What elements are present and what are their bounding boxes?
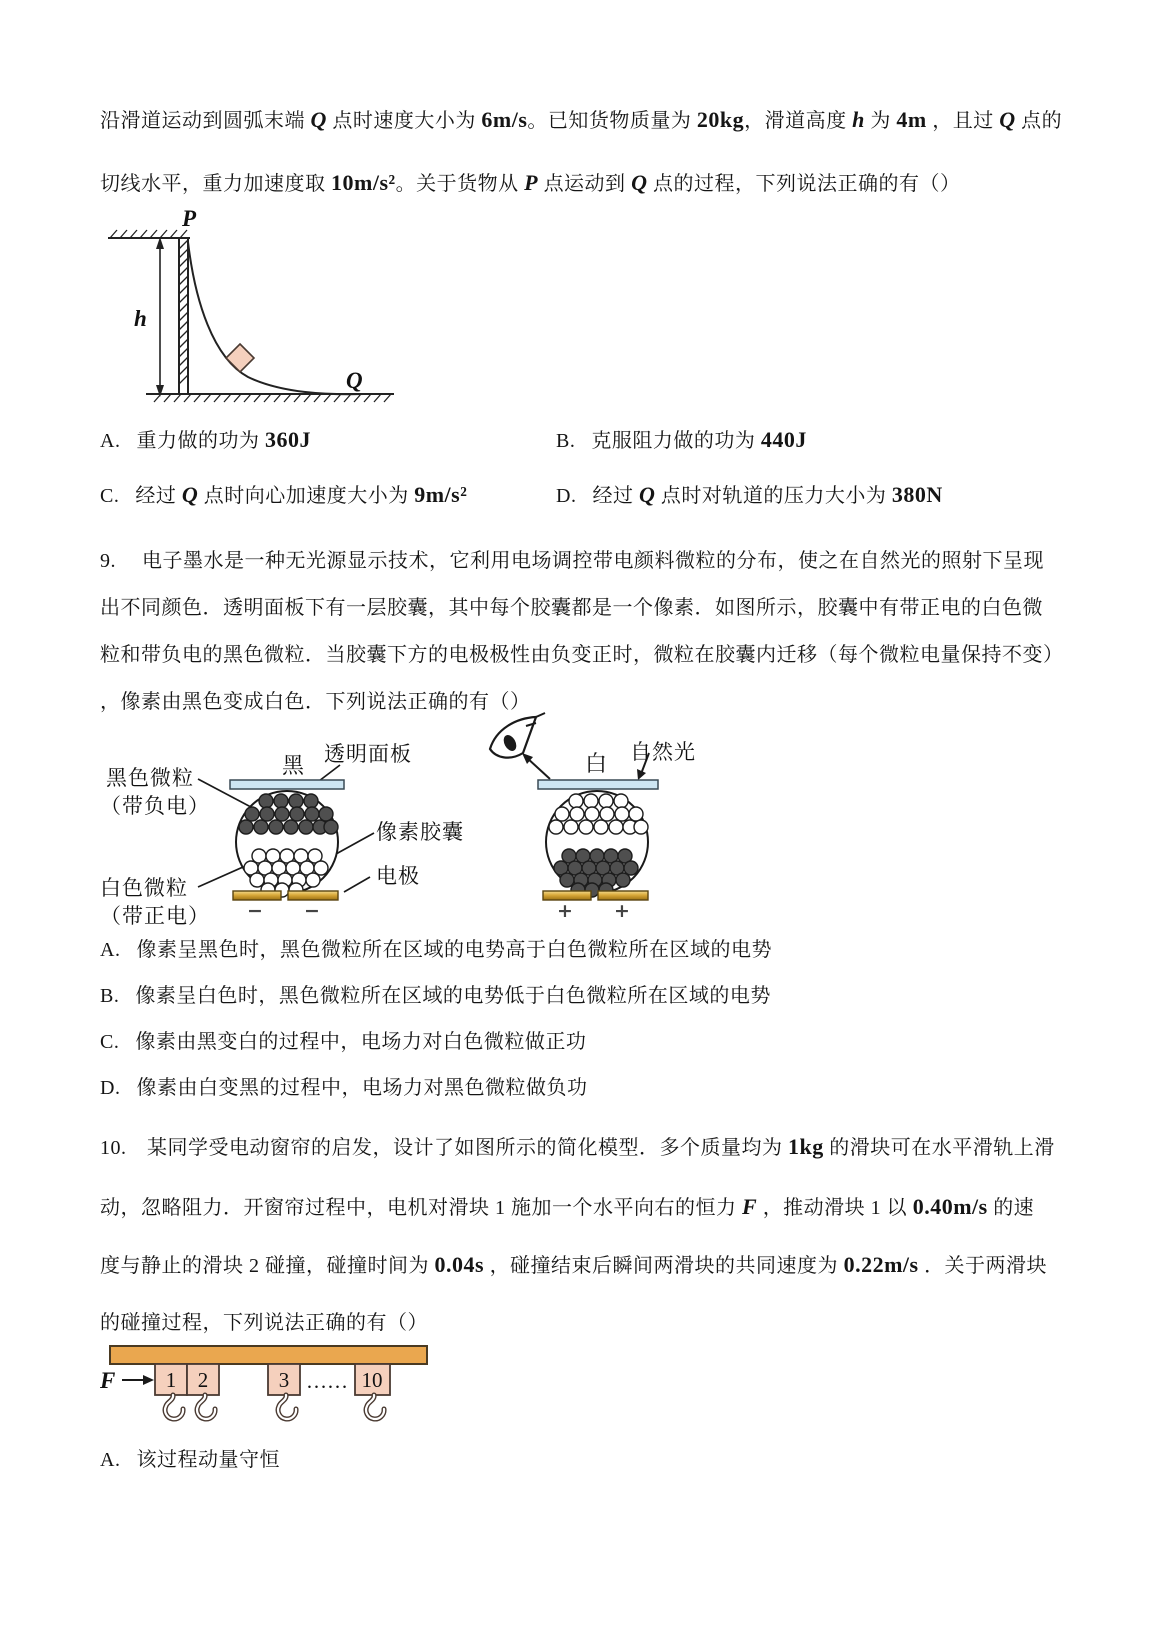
curtain-rail (110, 1346, 427, 1364)
hook-icon (278, 1395, 296, 1419)
slider-figure (98, 1342, 443, 1440)
q8-option-c (100, 479, 556, 508)
transparent-panel-left (230, 780, 344, 789)
q8-intro-line-2: 切线水平，重力加速度取 10m/s²。关于货物从 P 点运动到 Q 点的过程，下列说法正确的有（） (100, 170, 961, 195)
block-number-1: 1 (165, 1368, 177, 1392)
q10-option-a (100, 1448, 280, 1472)
q9-line-2: 出不同颜色．透明面板下有一层胶囊，其中每个胶囊都是一个像素．如图所示，胶囊中有带正电的白色微 (100, 597, 1043, 619)
force-arrow (122, 1375, 154, 1385)
option-text: 像素由黑变白的过程中，电场力对白色微粒做正功 (135, 1031, 587, 1053)
ground-hatching (154, 394, 391, 402)
reflected-light-arrow (522, 753, 550, 779)
option-text: 像素呈黑色时，黑色微粒所在区域的电势高于白色微粒所在区域的电势 (136, 939, 772, 961)
capsule-label: 像素胶囊 (376, 820, 464, 844)
q9-options (100, 938, 772, 1122)
q9-line-1: 9. 电子墨水是一种无光源显示技术，它利用电场调控带电颜料微粒的分布，使之在自然光的照射下呈现 (100, 550, 1044, 572)
option-text: 像素由白变黑的过程中，电场力对黑色微粒做负功 (136, 1077, 588, 1099)
option-label: C. (100, 485, 120, 507)
black-particles (554, 849, 638, 897)
natural-light-label: 自然光 (630, 740, 696, 764)
block-on-slide (226, 344, 254, 372)
ellipsis-dots: …… (306, 1369, 348, 1393)
option-label: C. (100, 1031, 120, 1053)
point-p-label: P (182, 206, 197, 231)
hook-icon (197, 1395, 215, 1419)
q9-option-b (100, 984, 772, 1008)
q10-line-4: 的碰撞过程，下列说法正确的有（） (100, 1312, 428, 1334)
minus-sign: − (247, 900, 263, 922)
q8-option-d (556, 479, 1058, 508)
q9-option-a (100, 938, 772, 962)
panel-label: 透明面板 (324, 742, 412, 766)
white-particle-label: 白色微粒 (100, 876, 188, 900)
black-particle-charge: （带负电） (100, 794, 210, 818)
option-label: D. (556, 485, 577, 507)
force-f-label: F (100, 1368, 116, 1393)
slide-curve (188, 242, 364, 394)
plus-sign: + (557, 900, 573, 922)
option-text: 像素呈白色时，黑色微粒所在区域的电势低于白色微粒所在区域的电势 (135, 985, 771, 1007)
q8-option-a (100, 424, 556, 453)
curtain-hooks (165, 1395, 384, 1419)
point-q-label: Q (346, 368, 363, 393)
q10-line-2: 动，忽略阻力．开窗帘过程中，电机对滑块 1 施加一个水平向右的恒力 F ，推动滑块 1 以 0.40m/s 的速 (100, 1194, 1035, 1219)
wall-hatching (179, 240, 188, 384)
q9-paragraph (100, 538, 1064, 726)
minus-sign: − (304, 900, 320, 922)
q9-line-3: 粒和带负电的黑色微粒．当胶囊下方的电极极性由负变正时，微粒在胶囊内迁移（每个微粒电量保持不变） (100, 644, 1064, 666)
q8-intro-line-1: 沿滑道运动到圆弧末端 Q 点时速度大小为 6m/s。已知货物质量为 20kg，滑道高度 h 为 4m ，且过 Q 点的 (100, 107, 1063, 132)
hook-icon (366, 1395, 384, 1419)
option-text: 该过程动量守恒 (136, 1449, 280, 1471)
option-label: D. (100, 1077, 121, 1099)
option-label: A. (100, 1449, 121, 1471)
option-text: 克服阻力做的功为 440J (591, 427, 807, 452)
electrode-left-1 (233, 891, 281, 900)
q9-line-4: ，像素由黑色变成白色．下列说法正确的有（） (100, 691, 531, 713)
white-particle-charge: （带正电） (100, 904, 210, 928)
black-particle-label: 黑色微粒 (106, 766, 194, 790)
block-number-10: 10 (361, 1368, 383, 1392)
hook-icon (165, 1395, 183, 1419)
option-text: 重力做的功为 360J (136, 427, 311, 452)
slider-blocks (155, 1364, 390, 1395)
q9-option-d (100, 1076, 772, 1100)
option-label: A. (100, 430, 121, 452)
eink-figure (98, 703, 758, 941)
electrode-left-2 (288, 891, 338, 900)
block-number-2: 2 (197, 1368, 209, 1392)
q8-options (100, 424, 1058, 508)
option-text: 经过 Q 点时对轨道的压力大小为 380N (592, 482, 943, 507)
electrode-right-1 (543, 891, 591, 900)
option-label: B. (556, 430, 576, 452)
black-state-label: 黑 (282, 753, 305, 778)
eye-icon (490, 713, 545, 758)
black-particles (239, 794, 338, 834)
electrode-label: 电极 (376, 864, 420, 888)
slide-figure (98, 206, 398, 412)
q9-option-c (100, 1030, 772, 1054)
white-particles (244, 849, 328, 897)
top-surface-hatching (110, 230, 187, 238)
option-label: B. (100, 985, 120, 1007)
transparent-panel-right (538, 780, 658, 789)
height-h-label: h (134, 306, 147, 331)
q10-line-1: 10. 某同学受电动窗帘的启发，设计了如图所示的简化模型．多个质量均为 1kg 的滑块可在水平滑轨上滑 (100, 1134, 1055, 1159)
option-label: A. (100, 939, 121, 961)
block-number-3: 3 (278, 1368, 290, 1392)
option-text: 经过 Q 点时向心加速度大小为 9m/s² (135, 482, 468, 507)
electrode-right-2 (598, 891, 648, 900)
white-particles (549, 794, 648, 834)
plus-sign: + (614, 900, 630, 922)
white-state-label: 白 (585, 751, 608, 776)
q10-line-3: 度与静止的滑块 2 碰撞，碰撞时间为 0.04s ，碰撞结束后瞬间两滑块的共同速度为 0.22m/s ．关于两滑块 (100, 1252, 1048, 1277)
q8-option-b (556, 424, 1058, 453)
h-dimension-arrow (156, 237, 164, 397)
